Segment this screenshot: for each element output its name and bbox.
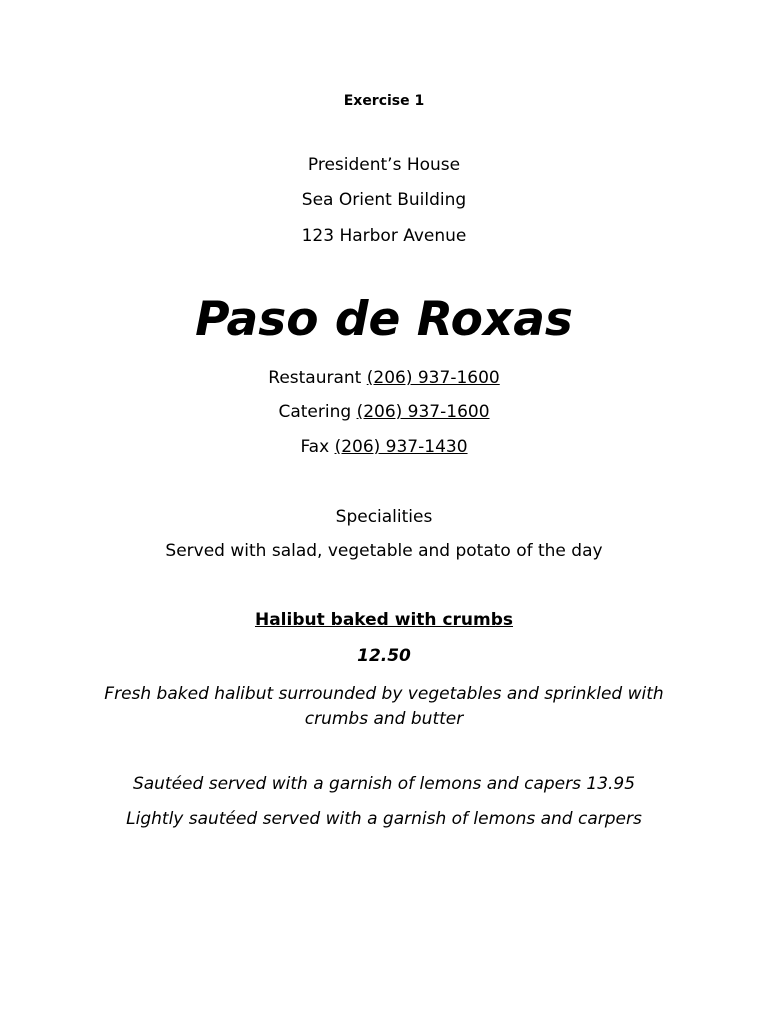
dish-name: Halibut baked with crumbs [254, 610, 514, 630]
restaurant-phone-link[interactable]: (206) 937-1600 [366, 368, 500, 388]
fax-phone-link[interactable]: (206) 937-1430 [334, 437, 468, 457]
restaurant-label: Restaurant [268, 368, 362, 388]
address-line-1: President’s House [307, 155, 461, 175]
exercise-heading: Exercise 1 [343, 93, 425, 109]
catering-label: Catering [278, 402, 352, 422]
address-line-2: Sea Orient Building [301, 190, 467, 210]
address-line-3: 123 Harbor Avenue [301, 226, 467, 246]
catering-contact [0, 404, 768, 421]
extra-line-1: Sautéed served with a garnish of lemons and capers 13.95 [132, 774, 636, 794]
catering-phone-link[interactable]: (206) 937-1600 [356, 402, 490, 422]
restaurant-contact [0, 370, 768, 387]
dish-description: Fresh baked halibut surrounded by vegetables and sprinkled with crumbs and butter [104, 684, 664, 729]
dish-price: 12.50 [357, 646, 411, 666]
specialities-note: Served with salad, vegetable and potato of the day [165, 541, 603, 561]
extra-line-2: Lightly sautéed served with a garnish of lemons and carpers [126, 809, 642, 829]
fax-contact [0, 439, 768, 456]
fax-label: Fax [300, 437, 330, 457]
specialities-heading: Specialities [335, 507, 433, 527]
restaurant-title: Paso de Roxas [195, 292, 573, 347]
